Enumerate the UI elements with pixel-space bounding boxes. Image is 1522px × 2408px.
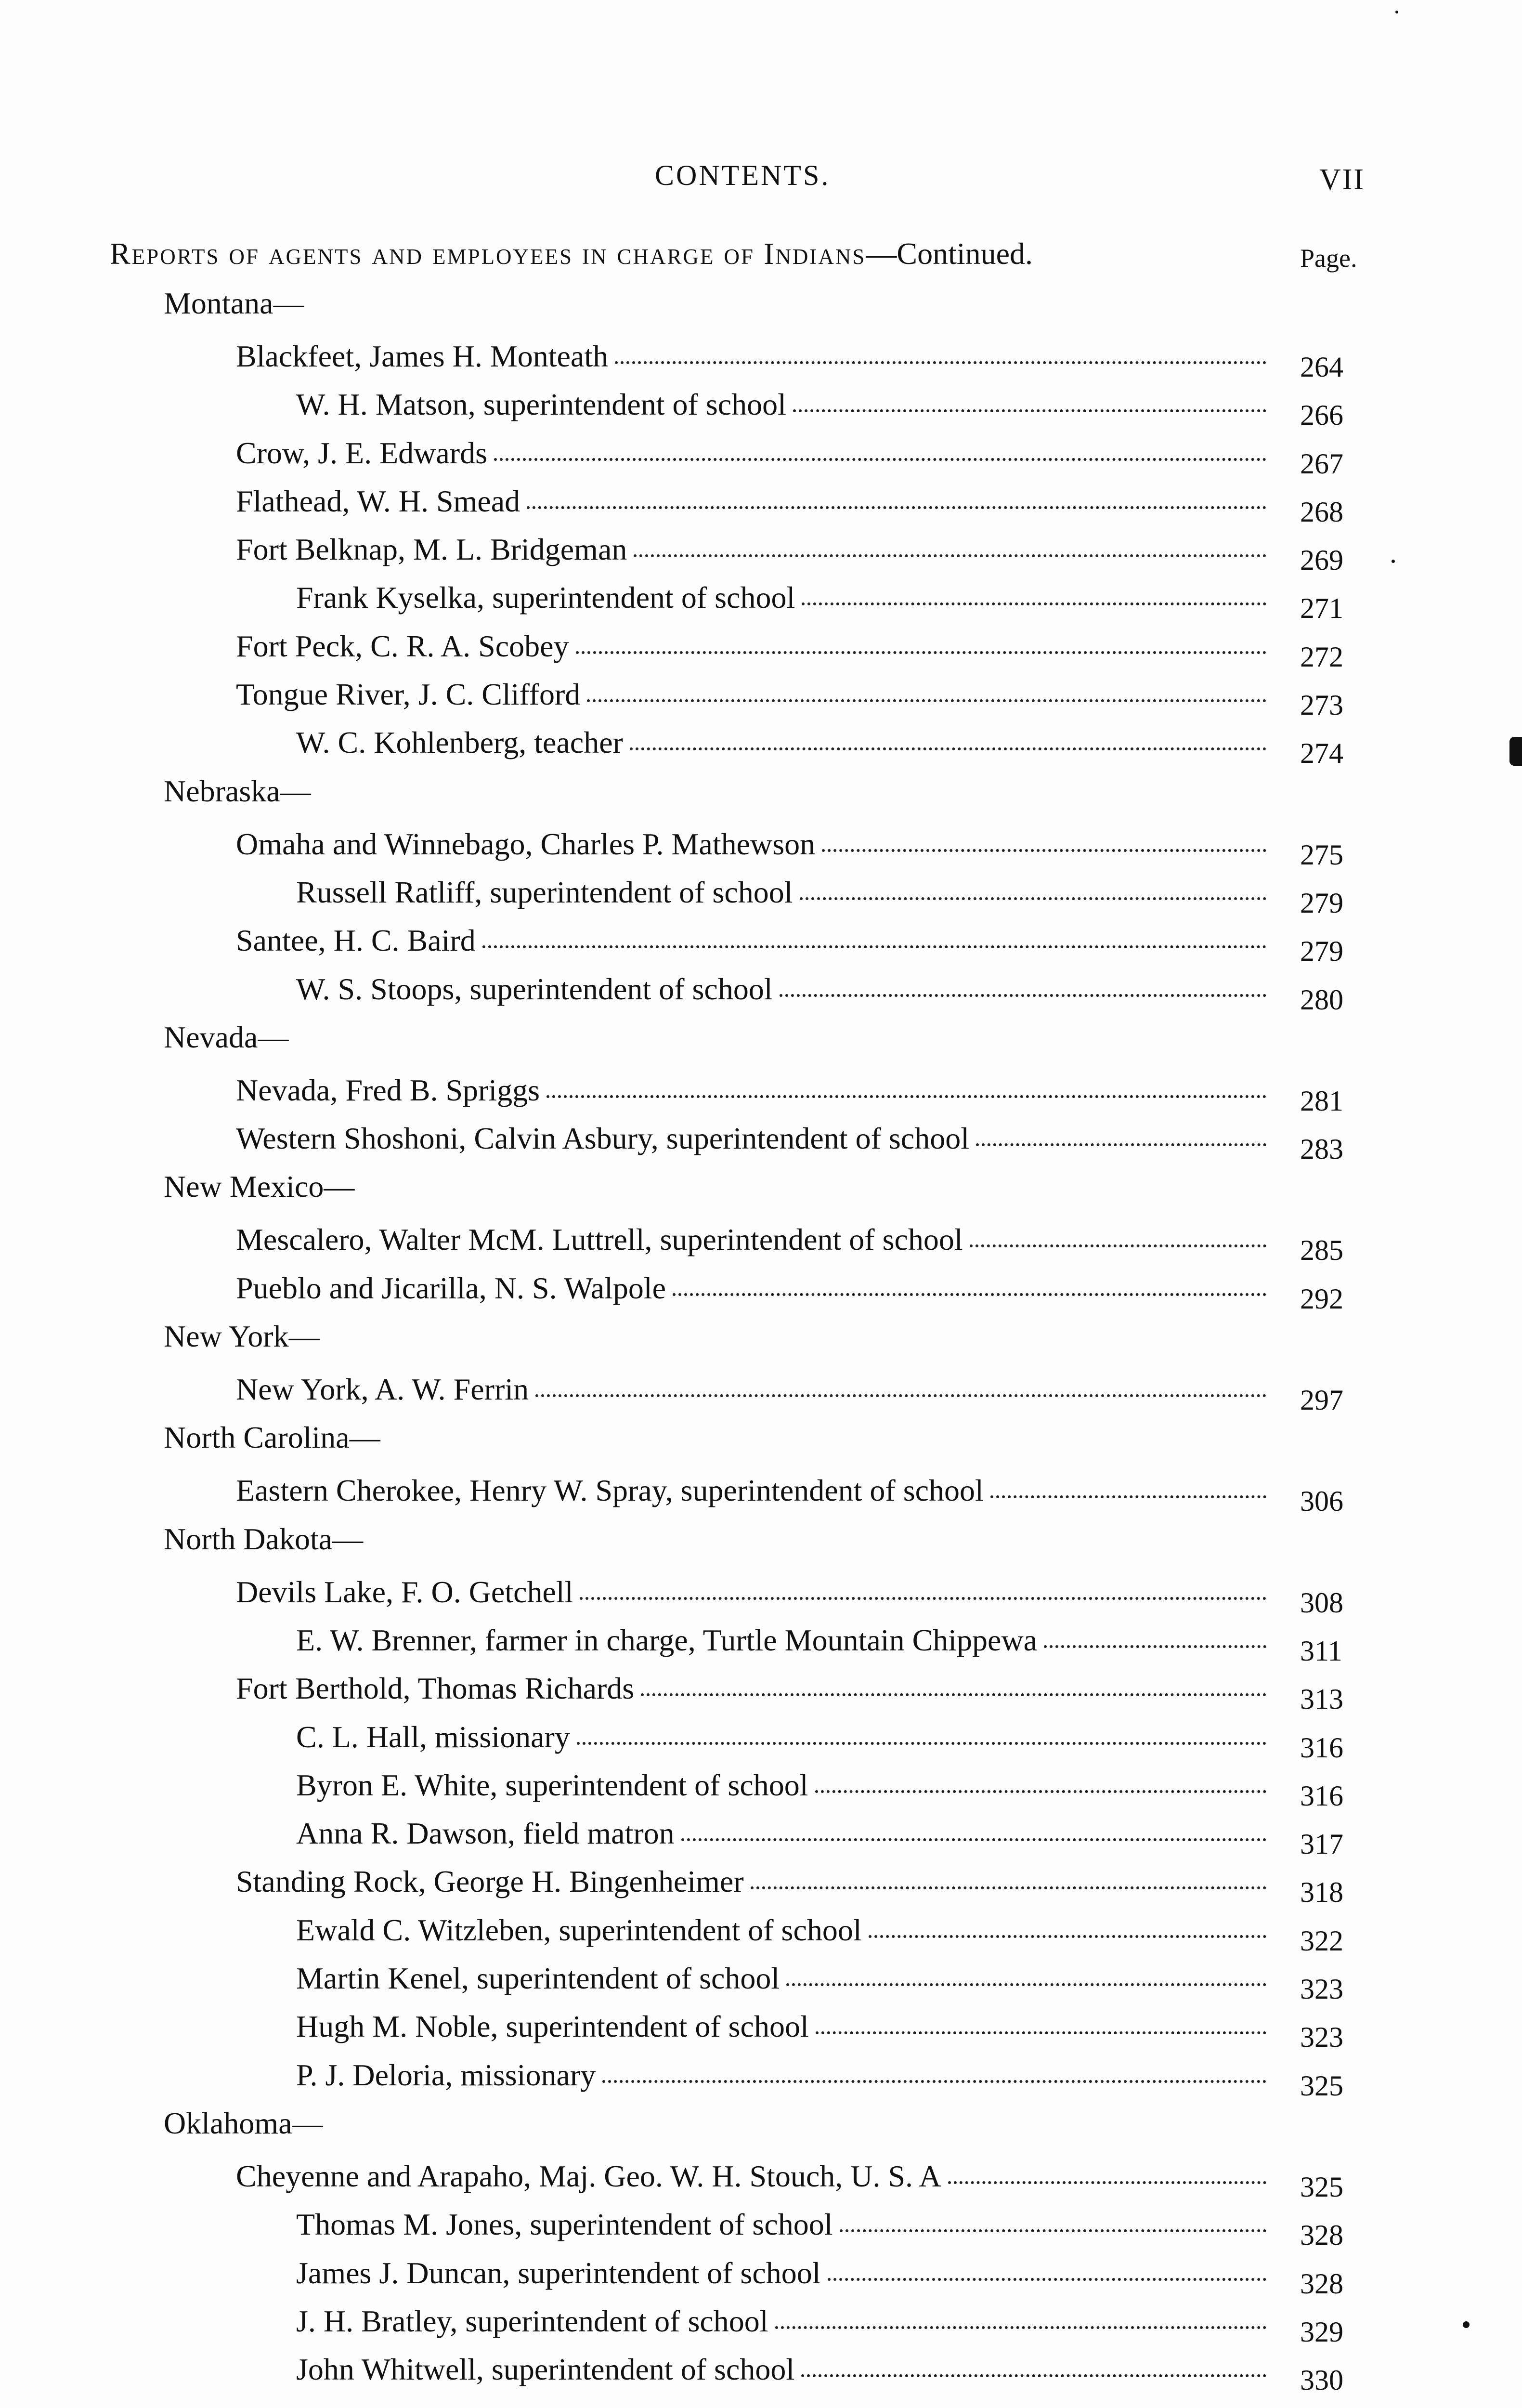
toc-entry [0, 670, 1522, 719]
entry-title: Fort Peck, C. R. A. Scobey [236, 622, 576, 670]
state-name: Nevada— [164, 1013, 295, 1061]
dot-leader [546, 1095, 1266, 1098]
toc-group-heading [0, 2099, 1522, 2152]
page-number: 271 [1300, 592, 1343, 625]
toc-entry [0, 2002, 1522, 2054]
page-number: 272 [1300, 641, 1343, 673]
page-number: 313 [1300, 1683, 1343, 1715]
toc-entry [0, 719, 1522, 770]
toc-entry [0, 1954, 1522, 2005]
dot-leader [634, 554, 1266, 557]
dot-leader [815, 1790, 1266, 1793]
page-number: 280 [1300, 983, 1343, 1016]
dot-leader [822, 849, 1266, 852]
toc-entry [0, 1466, 1522, 1518]
page-number: 273 [1300, 689, 1343, 721]
section-heading [110, 236, 1217, 272]
dot-leader [527, 506, 1266, 509]
page-number: 325 [1300, 2171, 1343, 2203]
toc-entry [0, 1809, 1522, 1858]
page-number: 292 [1300, 1283, 1343, 1315]
entry-title: Eastern Cherokee, Henry W. Spray, superintendent of school [236, 1466, 990, 1515]
page-number: 330 [1300, 2364, 1343, 2396]
toc-entry [0, 1906, 1522, 1957]
dot-leader [602, 2080, 1266, 2083]
dot-leader [482, 945, 1266, 948]
toc-entry [0, 2200, 1522, 2249]
dot-leader [801, 2374, 1266, 2377]
state-name: Nebraska— [164, 767, 318, 815]
entry-title: Flathead, W. H. Smead [236, 477, 527, 525]
entry-title: Ewald C. Witzleben, superintendent of school [296, 1906, 869, 1954]
dot-leader [751, 1886, 1266, 1889]
page-number: 308 [1300, 1586, 1343, 1619]
dot-leader [990, 1495, 1266, 1498]
scan-speck [1392, 560, 1395, 563]
entry-title: Devils Lake, F. O. Getchell [236, 1568, 580, 1616]
dot-leader [869, 1935, 1266, 1938]
toc-entry [0, 2297, 1522, 2348]
toc-entry [0, 525, 1522, 574]
entry-title: Omaha and Winnebago, Charles P. Mathewson [236, 820, 822, 868]
page-number: 311 [1300, 1635, 1342, 1667]
toc-entry [0, 1664, 1522, 1713]
dot-leader [840, 2229, 1266, 2232]
toc-entry [0, 1114, 1522, 1163]
toc-entry [0, 1264, 1522, 1315]
entry-title: Hugh M. Noble, superintendent of school [296, 2002, 816, 2051]
toc-entry [0, 916, 1522, 968]
page-number: 317 [1300, 1828, 1343, 1860]
toc-entry [0, 332, 1522, 383]
running-head [0, 159, 1522, 197]
toc-entry [0, 868, 1522, 919]
entry-title: Fort Belknap, M. L. Bridgeman [236, 525, 634, 574]
dot-leader [976, 1143, 1266, 1146]
dot-leader [786, 1983, 1266, 1986]
toc-entry [0, 1066, 1522, 1117]
entry-title: J. H. Bratley, superintendent of school [296, 2297, 775, 2345]
toc-entry [0, 1616, 1522, 1667]
dot-leader [800, 897, 1266, 900]
page-number: 323 [1300, 1973, 1343, 2005]
page-number: 285 [1300, 1234, 1343, 1267]
toc-entry [0, 1216, 1522, 1267]
toc-group-heading [0, 1515, 1522, 1568]
dot-leader [793, 409, 1266, 412]
page-number: 279 [1300, 935, 1343, 968]
toc-entry [0, 574, 1522, 625]
state-name: North Dakota— [164, 1515, 370, 1563]
dot-leader [494, 458, 1266, 461]
running-head-title: CONTENTS. [655, 159, 831, 191]
dot-leader [615, 361, 1266, 364]
toc-entry [0, 429, 1522, 480]
toc-group-heading [0, 1013, 1522, 1066]
dot-leader [1044, 1645, 1266, 1648]
page-number: 316 [1300, 1780, 1343, 1812]
entry-title: Anna R. Dawson, field matron [296, 1809, 681, 1858]
entry-title: W. H. Matson, superintendent of school [296, 380, 793, 429]
entry-title: Blackfeet, James H. Monteath [236, 332, 615, 380]
entry-title: W. C. Kohlenberg, teacher [296, 719, 630, 767]
entry-title: C. L. Hall, missionary [296, 1713, 577, 1761]
toc-entry [0, 965, 1522, 1016]
dot-leader [816, 2031, 1266, 2034]
page-number: 283 [1300, 1133, 1343, 1165]
page-number-roman: VII [1319, 163, 1366, 196]
dot-leader [780, 994, 1266, 997]
toc-entry [0, 2152, 1522, 2203]
page-number: 275 [1300, 838, 1343, 871]
page-number: 316 [1300, 1731, 1343, 1764]
entry-title: Crow, J. E. Edwards [236, 429, 494, 477]
state-name: North Carolina— [164, 1413, 387, 1462]
scan-speck [1395, 11, 1398, 13]
toc-group-heading [0, 767, 1522, 820]
entry-title: Fort Berthold, Thomas Richards [236, 1664, 641, 1713]
entry-title: W. S. Stoops, superintendent of school [296, 965, 780, 1013]
table-of-contents [0, 279, 1522, 2394]
dot-leader [681, 1838, 1266, 1841]
section-heading-suffix: —Continued. [866, 236, 1033, 271]
entry-title: E. W. Brenner, farmer in charge, Turtle Mountain Chippewa [296, 1616, 1044, 1664]
toc-group-heading [0, 1413, 1522, 1466]
entry-title: James J. Duncan, superintendent of school [296, 2249, 828, 2297]
page-number: 329 [1300, 2316, 1343, 2348]
entry-title: New York, A. W. Ferrin [236, 1365, 535, 1413]
page-number: 264 [1300, 351, 1343, 383]
toc-entry [0, 622, 1522, 673]
dot-leader [802, 602, 1266, 605]
entry-title: Pueblo and Jicarilla, N. S. Walpole [236, 1264, 673, 1312]
toc-group-heading [0, 1312, 1522, 1365]
toc-entry [0, 2345, 1522, 2394]
scan-speck [1463, 2321, 1470, 2328]
scan-edge-mark [1509, 737, 1522, 766]
toc-entry [0, 2051, 1522, 2102]
page-column-label: Page. [1300, 244, 1357, 273]
entry-title: Thomas M. Jones, superintendent of school [296, 2200, 840, 2249]
entry-title: Standing Rock, George H. Bingenheimer [236, 1858, 751, 1906]
entry-title: Cheyenne and Arapaho, Maj. Geo. W. H. Stouch, U. S. A [236, 2152, 948, 2200]
page-number: 281 [1300, 1085, 1343, 1117]
entry-title: Russell Ratliff, superintendent of school [296, 868, 800, 916]
page-number: 297 [1300, 1384, 1343, 1416]
page-number: 325 [1300, 2069, 1343, 2102]
toc-group-heading [0, 1163, 1522, 1216]
entry-title: Byron E. White, superintendent of school [296, 1761, 815, 1809]
state-name: New Mexico— [164, 1163, 361, 1211]
page-number: 269 [1300, 544, 1343, 576]
state-name: Oklahoma— [164, 2099, 330, 2147]
entry-title: Santee, H. C. Baird [236, 916, 482, 965]
page-number: 268 [1300, 496, 1343, 528]
page-number: 266 [1300, 399, 1343, 432]
dot-leader [577, 1742, 1266, 1745]
page-number: 279 [1300, 887, 1343, 919]
toc-entry [0, 1858, 1522, 1909]
toc-entry [0, 380, 1522, 432]
page-number: 328 [1300, 2267, 1343, 2300]
toc-entry [0, 1713, 1522, 1764]
page-number: 322 [1300, 1924, 1343, 1957]
entry-title: Nevada, Fred B. Spriggs [236, 1066, 546, 1114]
dot-leader [630, 747, 1266, 750]
state-name: Montana— [164, 279, 311, 327]
toc-entry [0, 820, 1522, 871]
entry-title: P. J. Deloria, missionary [296, 2051, 602, 2099]
toc-entry [0, 1761, 1522, 1812]
dot-leader [587, 699, 1266, 702]
state-name: New York— [164, 1312, 326, 1361]
page-number: 323 [1300, 2021, 1343, 2054]
entry-title: Tongue River, J. C. Clifford [236, 670, 587, 719]
dot-leader [580, 1597, 1266, 1600]
dot-leader [775, 2326, 1266, 2329]
section-heading-title: Reports of agents and employees in charge of Indians [110, 236, 866, 271]
dot-leader [576, 651, 1266, 654]
entry-title: John Whitwell, superintendent of school [296, 2345, 801, 2394]
page-number: 318 [1300, 1876, 1343, 1909]
page-number: 267 [1300, 447, 1343, 480]
entry-title: Western Shoshoni, Calvin Asbury, superintendent of school [236, 1114, 976, 1163]
toc-entry [0, 2249, 1522, 2300]
entry-title: Martin Kenel, superintendent of school [296, 1954, 786, 2002]
dot-leader [673, 1293, 1266, 1296]
toc-group-heading [0, 279, 1522, 332]
toc-entry [0, 1568, 1522, 1619]
dot-leader [948, 2181, 1266, 2184]
entry-title: Mescalero, Walter McM. Luttrell, superintendent of school [236, 1216, 970, 1264]
toc-entry [0, 1365, 1522, 1416]
page-number: 328 [1300, 2219, 1343, 2251]
toc-entry [0, 477, 1522, 528]
page-number: 306 [1300, 1485, 1343, 1518]
dot-leader [535, 1394, 1266, 1397]
entry-title: Frank Kyselka, superintendent of school [296, 574, 802, 622]
dot-leader [641, 1693, 1266, 1696]
dot-leader [970, 1244, 1266, 1247]
dot-leader [828, 2278, 1266, 2281]
page-number: 274 [1300, 737, 1343, 770]
